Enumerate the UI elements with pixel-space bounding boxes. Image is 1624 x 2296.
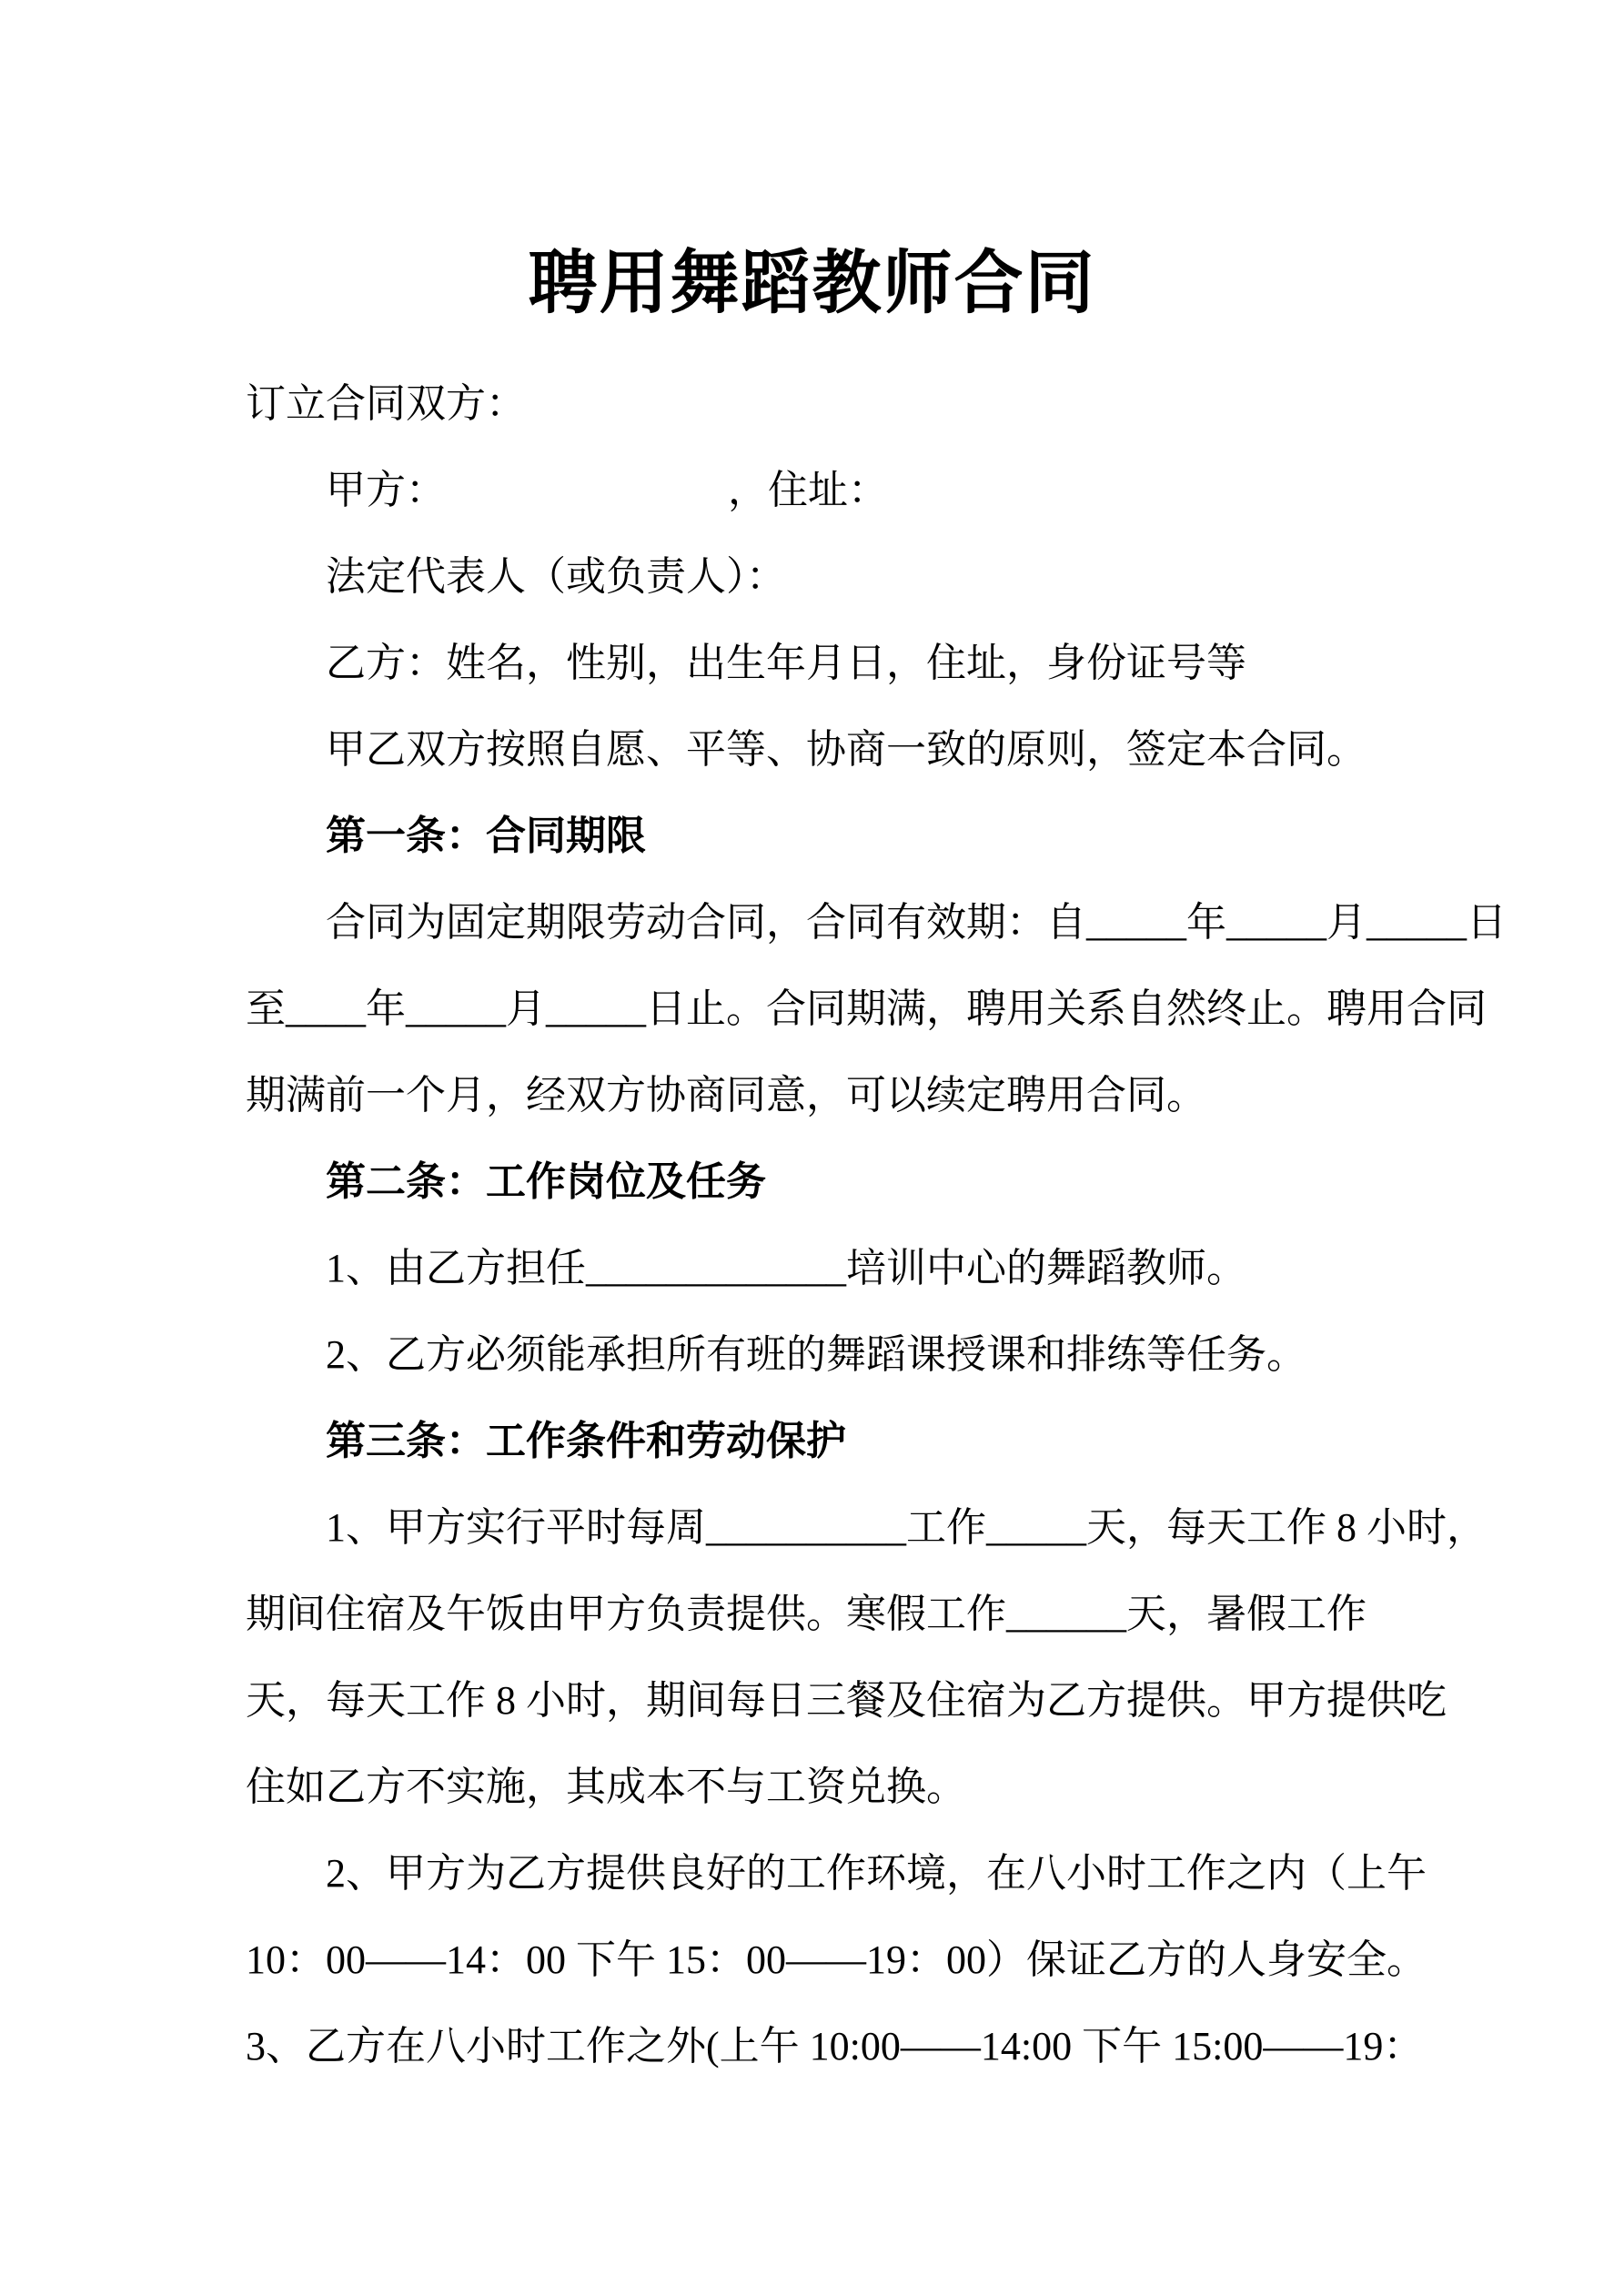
text-run: 甲方： <box>326 468 446 512</box>
text-run: 合同为固定期限劳动合同，合同有效期：自_____年_____月_____日 <box>326 900 1507 945</box>
fill-in-blank-space <box>446 502 728 503</box>
text-run: 2、甲方为乙方提供良好的工作环境，在八小时工作之内（上午 <box>326 1851 1427 1896</box>
section-heading-line <box>246 793 1488 879</box>
text-run: 期满前一个月，经双方协商同意，可以续定聘用合同。 <box>246 1073 1206 1118</box>
document-body <box>0 360 1624 2089</box>
text-line <box>246 1052 1488 1138</box>
text-run: 10：00——14：00 下午 15：00——19：00）保证乙方的人身安全。 <box>246 1937 1427 1982</box>
text-line <box>246 966 1488 1052</box>
text-line <box>246 879 1507 966</box>
text-line <box>246 706 1488 793</box>
document-title: 聘用舞蹈教师合同 <box>528 246 1096 322</box>
text-run: ，住址： <box>728 468 888 512</box>
text-line <box>246 1571 1488 1657</box>
text-line <box>246 620 1488 706</box>
text-run: 1、甲方实行平时每周__________工作_____天，每天工作 8 小时， <box>326 1505 1487 1550</box>
text-line <box>246 447 1488 533</box>
text-run: 3、乙方在八小时工作之外(上午 10:00——14:00 下午 15:00——19： <box>246 2024 1424 2068</box>
section-heading-line <box>246 1138 1488 1225</box>
section-heading-line <box>246 1398 1488 1484</box>
text-run: 1、由乙方担任_____________培训中心的舞蹈教师。 <box>326 1246 1246 1290</box>
text-run: 期间住宿及午饭由甲方负责提供。寒假工作______天，暑假工作 <box>246 1592 1367 1636</box>
text-run: 天，每天工作 8 小时，期间每日三餐及住宿为乙方提供。甲方提供吃 <box>246 1678 1447 1723</box>
text-line <box>246 360 1488 447</box>
text-line <box>246 1225 1488 1311</box>
text-run: 第三条：工作条件和劳动保护 <box>326 1419 846 1463</box>
text-run: 订立合同双方： <box>246 381 526 426</box>
text-run: 住如乙方不实施，其成本不与工资兑换。 <box>246 1765 966 1809</box>
text-line <box>246 1917 1488 2003</box>
text-run: 第一条：合同期限 <box>326 814 646 858</box>
text-line <box>246 533 1488 620</box>
text-run: 甲乙双方按照自愿、平等、协商一致的原则，签定本合同。 <box>326 727 1367 772</box>
text-line <box>246 1657 1488 1744</box>
text-run: 至____年_____月_____日止。合同期满，聘用关系自然终止。聘用合同 <box>246 986 1487 1031</box>
text-run: 2、乙方必须能承担所有班的舞蹈课授课和排练等任务。 <box>326 1332 1306 1377</box>
text-run: 乙方：姓名，性别，出生年月日，住址，身份证号等 <box>326 641 1246 685</box>
text-run: 法定代表人（或负责人）： <box>326 554 786 599</box>
text-line <box>246 1311 1488 1398</box>
text-line <box>246 1484 1488 1571</box>
text-run: 第二条：工作岗位及任务 <box>326 1159 766 1204</box>
text-line <box>246 1830 1488 1917</box>
text-line <box>246 2003 1488 2089</box>
text-line <box>246 1744 1488 1830</box>
